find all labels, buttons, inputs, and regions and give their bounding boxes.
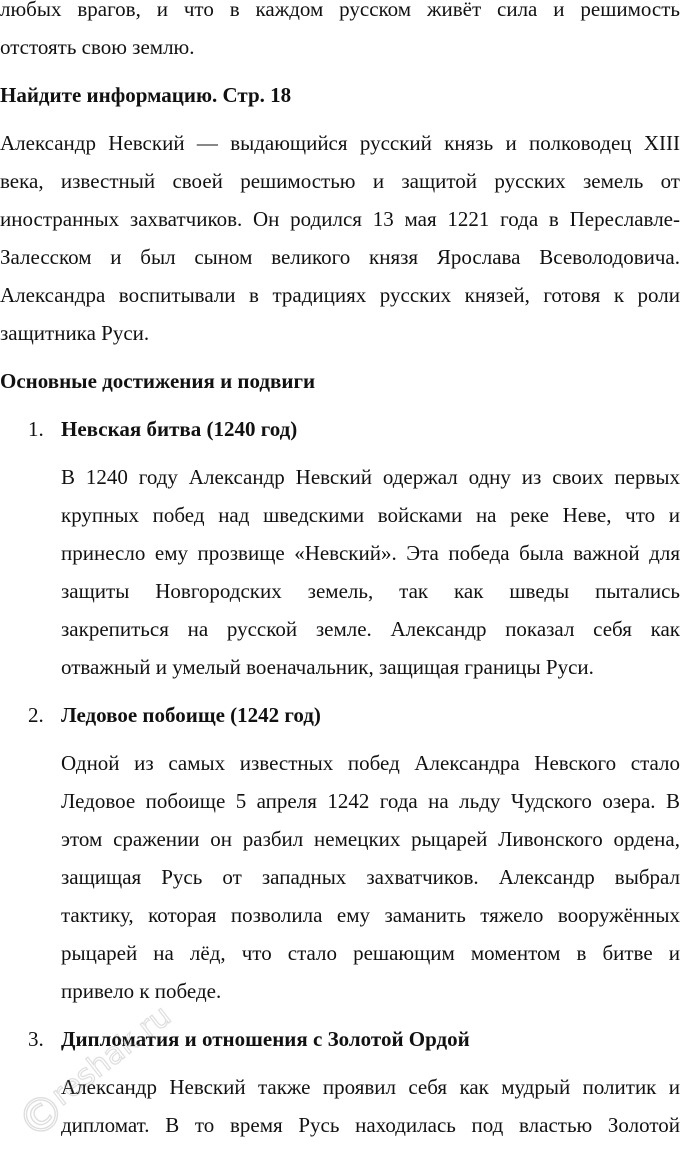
bio-line: защитника Руси.: [0, 321, 150, 345]
list-item-header: [0, 410, 680, 448]
bio-line: Александра воспитывали в традициях русских князей, готовя к роли: [0, 283, 680, 307]
list-item-title: Невская битва (1240 год): [61, 417, 298, 441]
watermark-copyright-symbol: ©: [6, 1079, 77, 1150]
bio-line: иностранных захватчиков. Он родился 13 мая 1221 года в Переславле-: [0, 207, 680, 231]
list-item-line: Александр Невский также проявил себя как мудрый политик и: [61, 1075, 680, 1099]
list-item: [0, 696, 680, 1010]
list-item-line: рыцарей на лёд, что стало решающим моментом в битве и: [61, 941, 680, 965]
list-item-line: привело к победе.: [61, 979, 222, 1003]
list-item-line: принесло ему прозвище «Невский». Эта победа была важной для: [61, 541, 680, 565]
section-heading: Найдите информацию. Стр. 18: [0, 83, 292, 107]
bio-line: века, известный своей решимостью и защитой русских земель от: [0, 169, 680, 193]
list-item: [0, 410, 680, 686]
list-item-line: защищая Русь от западных захватчиков. Александр выбрал: [61, 865, 680, 889]
list-item-title: Ледовое побоище (1242 год): [61, 703, 321, 727]
list-item: [0, 1020, 680, 1144]
bio-line: Залесском и был сыном великого князя Ярослава Всеволодовича.: [0, 245, 680, 269]
list-item-number: 1.: [28, 417, 44, 441]
list-item-line: тактику, которая позволила ему заманить тяжело вооружённых: [61, 903, 680, 927]
list-item-title: Дипломатия и отношения с Золотой Ордой: [61, 1027, 470, 1051]
list-item-number: 3.: [28, 1027, 44, 1051]
bio-paragraph: [0, 124, 680, 352]
bio-line: Александр Невский — выдающийся русский князь и полководец XIII: [0, 131, 680, 155]
list-item-line: дипломат. В то время Русь находилась под властью Золотой: [61, 1113, 680, 1137]
list-item-line: отважный и умелый военачальник, защищая границы Руси.: [61, 655, 594, 679]
list-item-line: В 1240 году Александр Невский одержал одну из своих первых: [61, 465, 680, 489]
list-item-line: крупных побед над шведскими войсками на реке Неве, что и: [61, 503, 680, 527]
list-item-line: Одной из самых известных побед Александра Невского стало: [61, 751, 680, 775]
achievements-heading: Основные достижения и подвиги: [0, 369, 316, 393]
list-item-line: этом сражении он разбил немецких рыцарей Ливонского ордена,: [61, 827, 680, 851]
list-item-line: закрепиться на русской земле. Александр показал себя как: [61, 617, 680, 641]
list-item-header: [0, 1020, 680, 1058]
list-item-line: Ледовое побоище 5 апреля 1242 года на льду Чудского озера. В: [61, 789, 680, 813]
watermark-text: reshak.ru: [44, 998, 178, 1113]
list-item-header: [0, 696, 680, 734]
list-item-line: защиты Новгородских земель, так как шведы пытались: [61, 579, 680, 603]
intro-line: любых врагов, и что в каждом русском живёт сила и решимость: [0, 0, 680, 21]
intro-line: отстоять свою землю.: [0, 35, 195, 59]
list-item-number: 2.: [28, 703, 44, 727]
